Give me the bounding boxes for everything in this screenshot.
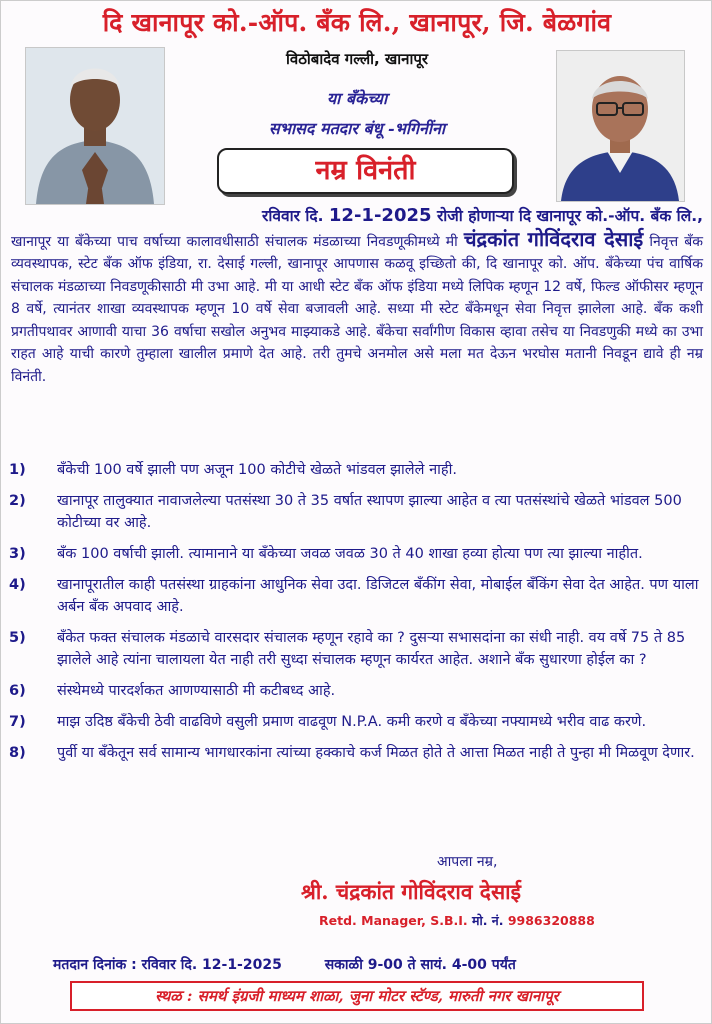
phone-number: 9986320888: [507, 913, 595, 928]
list-text: बँक 100 वर्षाची झाली. त्यामानाने या बँकेच्या जवळ जवळ 30 ते 40 शाखा हव्या होत्या पण त्या झाल्या नाहीत.: [57, 546, 643, 562]
person-portrait-icon: [557, 51, 684, 201]
intro-line-2: खानापूर या बँकेच्या पाच वर्षाच्या कालावधीसाठी संचालक मंडळाच्या निवडणूकीमध्ये: [11, 233, 440, 250]
venue-box: स्थळ : समर्थ इंग्रजी माध्यम शाळा, जुना मोटर स्टॅण्ड, मारुती नगर खानापूर: [70, 981, 644, 1011]
voting-date: रविवार दि. 12-1-2025: [141, 957, 282, 973]
intro-first-line: [11, 205, 703, 228]
voting-info: [53, 955, 673, 974]
closing-yours: आपला नम्र,: [437, 854, 498, 870]
list-item: [9, 543, 705, 565]
bank-address: विठोबादेव गल्ली, खानापूर: [285, 50, 428, 68]
list-number: 1): [9, 462, 26, 478]
list-text: पुर्वी या बँकेतून सर्व सामान्य भागधारकांना त्यांच्या हक्काचे कर्ज मिळत होते ते आत्ता मिळत नाही ते पुन्हा मी मिळवूण देणार.: [57, 745, 695, 761]
list-number: 2): [9, 493, 26, 509]
candidate-photo-left: [25, 47, 165, 205]
voting-time: सकाळी 9-00 ते सायं. 4-00 पर्यंत: [324, 957, 516, 973]
humble-request-badge: नम्र विनंती: [217, 148, 514, 194]
bank-title: दि खानापूर को.-ऑप. बँक लि., खानापूर, जि. बेळगांव: [102, 8, 612, 37]
intro-day: रविवार दि.: [262, 207, 324, 225]
list-item: [9, 627, 705, 671]
list-item: [9, 459, 705, 481]
list-item: [9, 742, 705, 764]
list-number: 6): [9, 683, 26, 699]
list-number: 4): [9, 577, 26, 593]
voting-label: मतदान दिनांक :: [53, 957, 137, 973]
candidate-photo-right: [556, 50, 685, 202]
intro-first-suffix: रोजी होणाऱ्या दि खानापूर को.-ऑप. बँक लि.,: [436, 207, 703, 225]
list-text: बँकेची 100 वर्षे झाली पण अजून 100 कोटीचे खेळते भांडवल झालेले नाही.: [57, 462, 457, 478]
list-text: संस्थेमध्ये पारदर्शकत आणण्यासाठी मी कटीबध्द आहे.: [57, 683, 336, 699]
designation-line: [319, 912, 595, 929]
list-text: माझ उदिष्ठ बँकेची ठेवी वाढविणे वसुली प्रमाण वाढवूण N.P.A. कमी करणे व बँकेच्या नफ्यामध्ये भरीव वाढ करणे.: [57, 714, 647, 730]
retired-designation: Retd. Manager, S.B.I.: [319, 913, 468, 928]
phone-label: मो. नं.: [471, 913, 504, 928]
signature-name: श्री. चंद्रकांत गोविंदराव देसाई: [301, 879, 521, 904]
reasons-list: [9, 459, 705, 773]
person-namaste-icon: [26, 48, 164, 204]
intro-paragraph: [11, 205, 703, 388]
list-item: [9, 711, 705, 733]
candidate-name: चंद्रकांत गोविंदराव देसाई: [463, 226, 644, 251]
list-number: 7): [9, 714, 26, 730]
list-item: [9, 680, 705, 702]
intro-body: निवृत्त बँक व्यवस्थापक, स्टेट बँक ऑफ इंडिया, रा. देसाई गल्ली, खानापूर आपणास कळवू इच्छितो की, दि खानापूर को. ऑप. बँकेच्या पंच वार्षिक संचालक मंडळाच्या निवडणूकीसाठी मी उभा आहे. मी या आधी स्टेट बँक ऑफ इंडिया मध्ये लिपिक म्हणून 12 वर्षे, फिल्ड ऑफीसर म्हणून 8 वर्षे, त्यानंतर शाखा व्यवस्थापक म्हणून 10 वर्षे सेवा बजावली आहे. सध्या मी स्टेट बँकेमधून सेवा निवृत्त झालेला आहे. बँक कशी प्रगतीपथावर आणावी याचा 36 वर्षाचा सखोल अनुभव माझ्याकडे आहे. बँकेचा सर्वांगीण विकास व्हावा तसेच या निवडणुकी मध्ये का उभा राहत आहे याची कारणे तुम्हाला खालील प्रमाणे देत आहे. तरी तुमचे अनमोल असे मला मत देऊन भरघोस मतानी निवडून द्यावे ही नम्र विनंती.: [11, 233, 703, 385]
list-item: [9, 490, 705, 534]
list-number: 5): [9, 630, 26, 646]
election-date: 12-1-2025: [328, 205, 432, 226]
list-text: बँकेत फक्त संचालक मंडळाचे वारसदार संचालक म्हणून रहावे का ? दुसऱ्या सभासदांना का संधी नाही. वय वर्षे 75 ते 85 झालेले आहे त्यांना चालायला येत नाही तरी सुध्दा संचालक म्हणून कार्यरत आहेत. अशाने बँक सुधारणा होईल का ?: [57, 630, 686, 668]
salutation-line-2: सभासद मतदार बंधू -भगिनींना: [268, 119, 446, 138]
intro-pre-name: मी: [445, 233, 458, 250]
list-number: 8): [9, 745, 26, 761]
list-item: [9, 574, 705, 618]
salutation-line-1: या बँकेच्या: [326, 89, 388, 108]
list-text: खानापूरातील काही पतसंस्था ग्राहकांना आधुनिक सेवा उदा. डिजिटल बँकींग सेवा, मोबाईल बँकिंग सेवा देत आहेत. पण याला अर्बन बँक अपवाद आहे.: [57, 577, 699, 615]
list-number: 3): [9, 546, 26, 562]
list-text: खानापूर तालुक्यात नावाजलेल्या पतसंस्था 30 ते 35 वर्षात स्थापण झाल्या आहेत व त्या पतसंस्थांचे खेळते भांडवल 500 कोटीच्या वर आहे.: [57, 493, 682, 531]
